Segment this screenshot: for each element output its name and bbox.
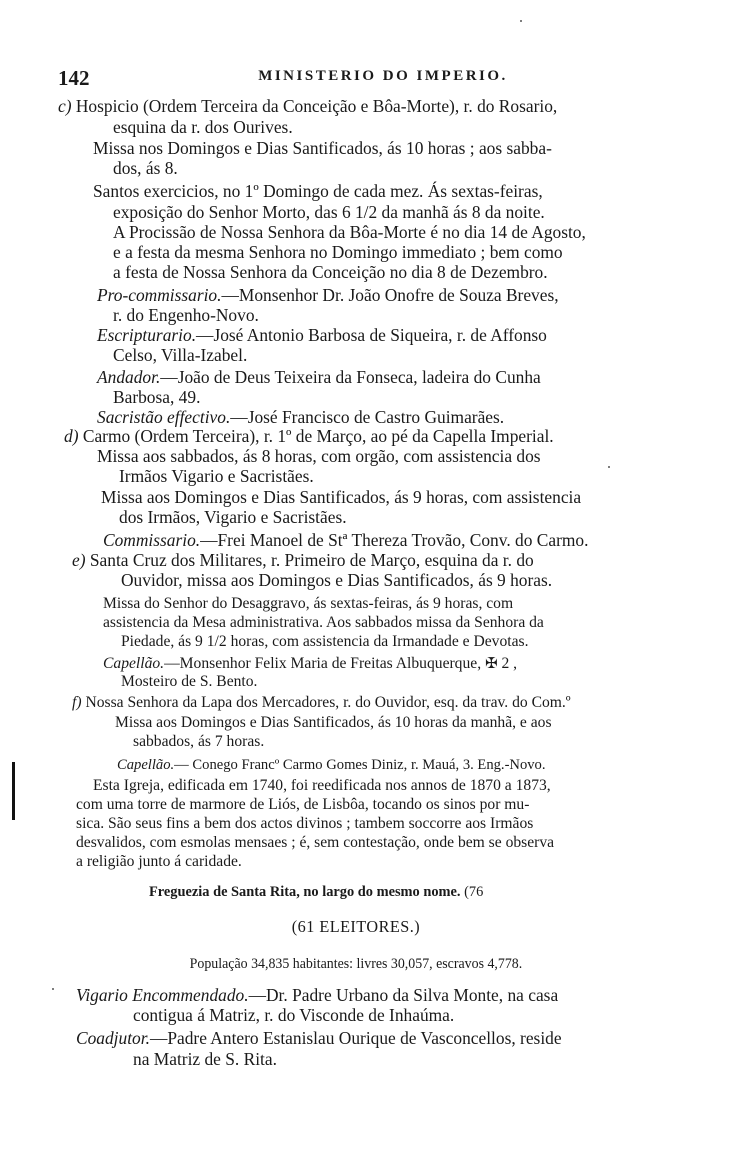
entry-e-marker: e) [72, 550, 86, 570]
entry-c-line: r. do Engenho-Novo. [113, 305, 259, 325]
page-header [58, 66, 708, 92]
role-label: Escripturario. [97, 325, 197, 345]
parish-title-ref: (76 [464, 884, 484, 900]
cross-icon: ✠ [485, 654, 498, 672]
clergy-vigario [76, 985, 558, 1005]
entry-d-line: Missa aos Domingos e Dias Santificados, ás 9 horas, com assistencia [101, 487, 582, 507]
entry-c-line: A Procissão de Nossa Senhora da Bôa-Morte é no dia 14 de Agosto, [113, 222, 586, 242]
clergy-coadjutor [76, 1028, 562, 1048]
entry-f-title: Nossa Senhora da Lapa dos Mercadores, r. do Ouvidor, esq. da trav. do Com.º [85, 694, 571, 711]
entry-c-line: Missa nos Domingos e Dias Santificados, ás 10 horas ; aos sabba- [93, 138, 552, 158]
speck [608, 466, 610, 468]
role-label: Capellão. [103, 655, 165, 672]
role-holder: —Padre Antero Estanislau Ourique de Vasconcellos, reside [149, 1028, 562, 1048]
margin-bar [12, 762, 15, 820]
role-label: Capellão. [117, 757, 175, 773]
role-label: Andador. [97, 367, 161, 387]
cross-number: 2 , [501, 655, 518, 672]
role-holder: —Monsenhor Felix Maria de Freitas Albuquerque, [164, 655, 482, 672]
entry-d-line [64, 426, 554, 446]
role-holder: —Dr. Padre Urbano da Silva Monte, na casa [248, 985, 559, 1005]
entry-f-line: a religião junto á caridade. [76, 853, 242, 870]
entry-c-line: Celso, Villa-Izabel. [113, 345, 248, 365]
page-number: 142 [58, 66, 90, 90]
entry-c-line: esquina da r. dos Ourives. [113, 117, 293, 137]
entry-c-line [58, 96, 557, 116]
entry-e-line: Missa do Senhor do Desaggravo, ás sextas-feiras, ás 9 horas, com [103, 595, 514, 612]
entry-f-line: desvalidos, com esmolas mensaes ; é, sem contestação, onde bem se observa [76, 834, 555, 851]
entry-c-line: Santos exercicios, no 1º Domingo de cada mez. Ás sextas-feiras, [93, 181, 543, 201]
parish-electors: (61 ELEITORES.) [291, 917, 421, 936]
entry-f-line: Esta Igreja, edificada em 1740, foi reedificada nos annos de 1870 a 1873, [93, 777, 551, 794]
role-holder: —José Francisco de Castro Guimarães. [230, 407, 505, 427]
role-holder: — Conego Francº Carmo Gomes Diniz, r. Mauá, 3. Eng.-Novo. [174, 757, 546, 773]
entry-c-line [97, 407, 504, 427]
entry-d-line: Missa aos sabbados, ás 8 horas, com orgão, com assistencia dos [97, 446, 541, 466]
entry-c-line: a festa de Nossa Senhora da Conceição no dia 8 de Dezembro. [113, 262, 548, 282]
parish-title [149, 882, 483, 902]
entry-e-line: Mosteiro de S. Bento. [121, 673, 258, 690]
entry-e-line: Piedade, ás 9 1/2 horas, com assistencia da Irmandade e Devotas. [121, 633, 529, 650]
role-label: Vigario Encommendado. [76, 985, 249, 1005]
entry-e-line: assistencia da Mesa administrativa. Aos sabbados missa da Senhora da [103, 614, 544, 631]
entry-f-line [72, 693, 571, 713]
entry-f-line: Missa aos Domingos e Dias Santificados, ás 10 horas da manhã, e aos [115, 714, 552, 731]
entry-c-line: Barbosa, 49. [113, 387, 201, 407]
role-holder: —Monsenhor Dr. João Onofre de Souza Breves, [221, 285, 559, 305]
entry-c-title: Hospicio (Ordem Terceira da Conceição e Bôa-Morte), r. do Rosario, [75, 96, 558, 116]
entry-c-line: dos, ás 8. [113, 158, 178, 178]
entry-e-title: Santa Cruz dos Militares, r. Primeiro de Março, esquina da r. do [89, 550, 534, 570]
parish-population: População 34,835 habitantes: livres 30,057, escravos 4,778. [189, 956, 523, 972]
role-holder: —Frei Manoel de Stª Thereza Trovão, Conv. do Carmo. [200, 530, 589, 550]
entry-d-title: Carmo (Ordem Terceira), r. 1º de Março, ao pé da Capella Imperial. [82, 426, 554, 446]
entry-c-line [97, 367, 541, 387]
role-holder: —José Antonio Barbosa de Siqueira, r. de Affonso [196, 325, 547, 345]
entry-c-line [97, 325, 547, 345]
entry-d-marker: d) [64, 426, 79, 446]
role-label: Sacristão effectivo. [97, 407, 231, 427]
entry-f-line: sabbados, ás 7 horas. [133, 733, 265, 750]
parish-title-text: Freguezia de Santa Rita, no largo do mesmo nome. [149, 884, 461, 900]
entry-c-marker: c) [58, 96, 72, 116]
speck [52, 988, 54, 990]
clergy-vigario-line: contigua á Matriz, r. do Visconde de Inhaúma. [133, 1005, 455, 1025]
entry-d-line [103, 530, 588, 550]
role-label: Coadjutor. [76, 1028, 150, 1048]
entry-c-line: e a festa da mesma Senhora no Domingo immediato ; bem como [113, 242, 563, 262]
entry-e-line [103, 653, 517, 674]
entry-e-line [72, 550, 534, 570]
role-label: Commissario. [103, 530, 201, 550]
entry-c-line [97, 285, 559, 305]
entry-f-line: com uma torre de marmore de Liós, de Lisbôa, tocando os sinos por mu- [76, 796, 530, 813]
role-label: Pro-commissario. [97, 285, 222, 305]
entry-f-line [117, 755, 546, 775]
clergy-coadjutor-line: na Matriz de S. Rita. [133, 1049, 277, 1069]
entry-f-line: sica. São seus fins a bem dos actos divinos ; tambem soccorre aos Irmãos [76, 815, 534, 832]
entry-f-marker: f) [72, 694, 82, 711]
entry-c-line: exposição do Senhor Morto, das 6 1/2 da manhã ás 8 da noite. [113, 202, 545, 222]
role-holder: —João de Deus Teixeira da Fonseca, ladeira do Cunha [160, 367, 541, 387]
entry-d-line: Irmãos Vigario e Sacristães. [119, 466, 314, 486]
running-title: MINISTERIO DO IMPERIO. [258, 68, 508, 84]
speck [520, 20, 522, 22]
entry-d-line: dos Irmãos, Vigario e Sacristães. [119, 507, 347, 527]
entry-e-line: Ouvidor, missa aos Domingos e Dias Santificados, ás 9 horas. [121, 570, 553, 590]
